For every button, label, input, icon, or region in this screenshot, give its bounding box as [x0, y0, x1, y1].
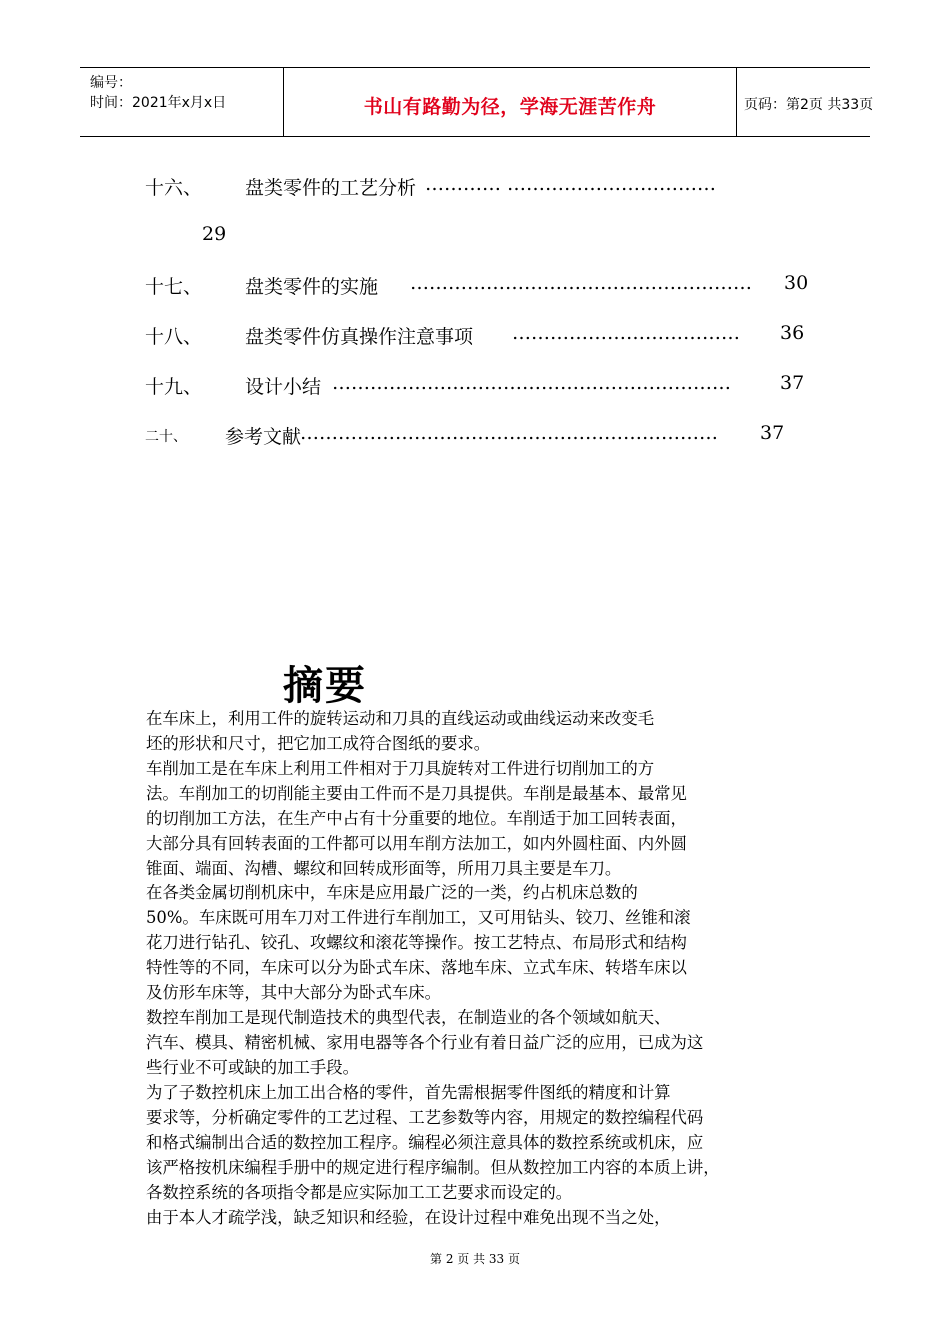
abstract-line: 的切削加工方法，在生产中占有十分重要的地位。车削适于加工回转表面， [146, 809, 687, 828]
header-left-cell [80, 68, 283, 136]
toc-dots: ……………………………………………………… [332, 372, 731, 394]
abstract-line: 在各类金属切削机床中，车床是应用最广泛的一类，约占机床总数的 [146, 883, 638, 902]
abstract-line: 各数控系统的各项指令都是应实际加工工艺要求而设定的。 [146, 1183, 573, 1202]
abstract-line: 要求等，分析确定零件的工艺过程、工艺参数等内容，用规定的数控编程代码 [146, 1108, 704, 1127]
number-label: 编号： [90, 75, 132, 91]
toc-row [0, 272, 950, 302]
page-footer: 第 2 页 共 33 页 [430, 1252, 520, 1266]
abstract-line: 和格式编制出合适的数控加工程序。编程必须注意具体的数控系统或机床，应 [146, 1133, 704, 1152]
toc-page: 29 [202, 223, 227, 245]
abstract-line: 特性等的不同，车床可以分为卧式车床、落地车床、立式车床、转塔车床以 [146, 958, 687, 977]
abstract-line: 由于本人才疏学浅，缺乏知识和经验，在设计过程中难免出现不当之处， [146, 1208, 671, 1227]
toc-title: 盘类零件仿真操作注意事项 [245, 326, 474, 348]
abstract-line: 50%。车床既可用车刀对工件进行车削加工，又可用钻头、铰刀、丝锥和滚 [146, 908, 691, 927]
toc-page: 37 [780, 372, 805, 394]
abstract-title: 摘要 [283, 663, 367, 709]
toc-dots: ……………………………… [512, 322, 740, 344]
toc-page: 36 [780, 322, 805, 344]
header-motto: 书山有路勤为径，学海无涯苦作舟 [363, 96, 657, 118]
toc-number: 二十、 [145, 429, 187, 445]
abstract-line: 该严格按机床编程手册中的规定进行程序编制。但从数控加工内容的本质上讲， [146, 1158, 720, 1177]
toc-row [0, 223, 950, 253]
toc-number: 十六、 [145, 177, 203, 199]
abstract-line: 坯的形状和尺寸，把它加工成符合图纸的要求。 [146, 734, 491, 753]
toc-page: 37 [760, 422, 785, 444]
toc-number: 十七、 [145, 276, 203, 298]
abstract-line: 为了子数控机床上加工出合格的零件，首先需根据零件图纸的精度和计算 [146, 1083, 671, 1102]
toc-row [0, 173, 950, 203]
toc-number: 十九、 [145, 376, 203, 398]
abstract-line: 汽车、模具、精密机械、家用电器等各个行业有着日益广泛的应用，已成为这 [146, 1033, 704, 1052]
abstract-line: 数控车削加工是现代制造技术的典型代表，在制造业的各个领域如航天、 [146, 1008, 671, 1027]
toc-title: 参考文献 [225, 426, 302, 448]
toc-dots: ………… …………………………… [425, 173, 717, 195]
toc-dots: ……………………………………………… [410, 272, 752, 294]
abstract-line: 锥面、端面、沟槽、螺纹和回转成形面等，所用刀具主要是车刀。 [146, 859, 622, 878]
abstract-line: 大部分具有回转表面的工件都可以用车削方法加工，如内外圆柱面、内外圆 [146, 834, 687, 853]
toc-row [0, 322, 950, 352]
document-header [80, 67, 874, 137]
abstract-line: 及仿形车床等，其中大部分为卧式车床。 [146, 983, 442, 1002]
header-middle-cell [283, 68, 737, 136]
toc-page: 30 [784, 272, 809, 294]
toc-row [0, 372, 950, 402]
page-label: 页码：第2页 共33页 [744, 97, 874, 113]
abstract-line: 车削加工是在车床上利用工件相对于刀具旋转对工件进行切削加工的方 [146, 759, 655, 778]
toc-title: 设计小结 [245, 376, 322, 398]
abstract-line: 花刀进行钻孔、铰孔、攻螺纹和滚花等操作。按工艺特点、布局形式和结构 [146, 933, 687, 952]
toc-number: 十八、 [145, 326, 203, 348]
toc-dots: ………………………………………………………… [300, 422, 718, 444]
abstract-line: 在车床上，利用工件的旋转运动和刀具的直线运动或曲线运动来改变毛 [146, 709, 655, 728]
header-right-cell [736, 68, 874, 136]
toc-row [0, 422, 950, 452]
abstract-line: 些行业不可或缺的加工手段。 [146, 1058, 360, 1077]
abstract-line: 法。车削加工的切削能主要由工件而不是刀具提供。车削是最基本、最常见 [146, 784, 687, 803]
toc-title: 盘类零件的工艺分析 [245, 177, 417, 199]
toc-title: 盘类零件的实施 [245, 276, 379, 298]
time-label: 时间：2021年x月x日 [90, 95, 227, 111]
